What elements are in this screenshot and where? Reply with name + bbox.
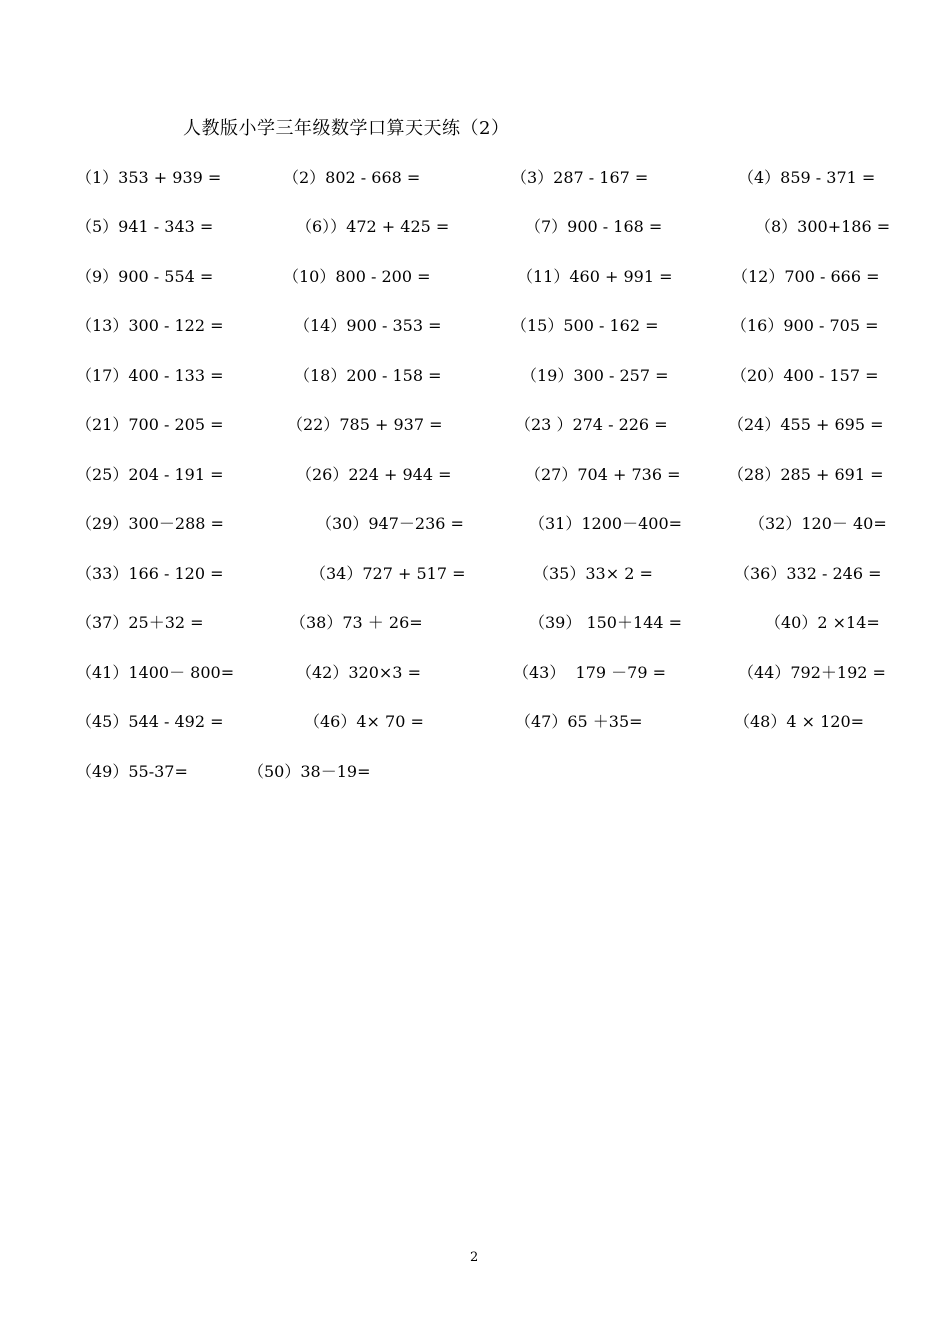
problem-item: （42）320×3 =	[296, 663, 421, 682]
problem-row	[0, 166, 950, 190]
problem-item: （10）800 - 200 =	[283, 267, 431, 286]
problem-item: （50）38－19=	[248, 762, 371, 781]
problem-item: （32）120－ 40=	[749, 514, 887, 533]
problem-row	[0, 611, 950, 635]
problem-item: （28）285 + 691 =	[728, 465, 884, 484]
problem-item: （8）300+186 =	[755, 217, 891, 236]
problem-item: （39） 150＋144 =	[529, 613, 683, 632]
problem-item: （33）166 - 120 =	[76, 564, 224, 583]
problem-item: （37）25＋32 =	[76, 613, 204, 632]
problem-item: （36）332 - 246 =	[734, 564, 882, 583]
problem-item: （3）287 - 167 =	[511, 168, 649, 187]
page-title: 人教版小学三年级数学口算天天练（2）	[183, 118, 510, 139]
page-number: 2	[470, 1250, 479, 1265]
problem-item: （25）204 - 191 =	[76, 465, 224, 484]
problem-item: （20）400 - 157 =	[731, 366, 879, 385]
problem-row	[0, 512, 950, 536]
problem-item: （43） 179 －79 =	[513, 663, 667, 682]
problem-item: （29）300－288 =	[76, 514, 224, 533]
problem-item: （40）2 ×14=	[765, 613, 880, 632]
problem-item: （19）300 - 257 =	[521, 366, 669, 385]
problem-row	[0, 661, 950, 685]
problem-item: （44）792＋192 =	[738, 663, 886, 682]
problem-item: （38）73 ＋ 26=	[290, 613, 423, 632]
problem-item: （49）55-37=	[76, 762, 188, 781]
problem-item: （18）200 - 158 =	[294, 366, 442, 385]
problem-item: （1）353 + 939 =	[76, 168, 222, 187]
problem-row	[0, 463, 950, 487]
problem-item: （47）65 ＋35=	[515, 712, 643, 731]
problem-item: （2）802 - 668 =	[283, 168, 421, 187]
problem-item: （45）544 - 492 =	[76, 712, 224, 731]
problem-item: （27）704 + 736 =	[525, 465, 681, 484]
problem-item: （6））472 + 425 =	[296, 217, 450, 236]
problem-item: （26）224 + 944 =	[296, 465, 452, 484]
problem-item: （23 ）274 - 226 =	[515, 415, 668, 434]
problem-item: （35）33× 2 =	[533, 564, 653, 583]
problem-item: （5）941 - 343 =	[76, 217, 214, 236]
problem-item: （46）4× 70 =	[304, 712, 424, 731]
problem-row	[0, 562, 950, 586]
problem-item: （17）400 - 133 =	[76, 366, 224, 385]
problem-item: （30）947－236 =	[316, 514, 464, 533]
problem-item: （48）4 × 120=	[734, 712, 865, 731]
problem-item: （7）900 - 168 =	[525, 217, 663, 236]
problem-row	[0, 314, 950, 338]
problem-row	[0, 760, 950, 784]
problem-item: （22）785 + 937 =	[287, 415, 443, 434]
problem-item: （11）460 + 991 =	[517, 267, 673, 286]
problem-item: （41）1400－ 800=	[76, 663, 235, 682]
problem-row	[0, 413, 950, 437]
problem-item: （4）859 - 371 =	[738, 168, 876, 187]
problem-row	[0, 215, 950, 239]
problem-item: （15）500 - 162 =	[511, 316, 659, 335]
problem-item: （16）900 - 705 =	[731, 316, 879, 335]
problem-item: （9）900 - 554 =	[76, 267, 214, 286]
problem-row	[0, 265, 950, 289]
problem-item: （14）900 - 353 =	[294, 316, 442, 335]
problem-item: （34）727 + 517 =	[310, 564, 466, 583]
problem-item: （12）700 - 666 =	[732, 267, 880, 286]
problem-row	[0, 710, 950, 734]
problem-item: （21）700 - 205 =	[76, 415, 224, 434]
problem-item: （13）300 - 122 =	[76, 316, 224, 335]
problem-item: （24）455 + 695 =	[728, 415, 884, 434]
problem-item: （31）1200－400=	[529, 514, 683, 533]
problem-row	[0, 364, 950, 388]
